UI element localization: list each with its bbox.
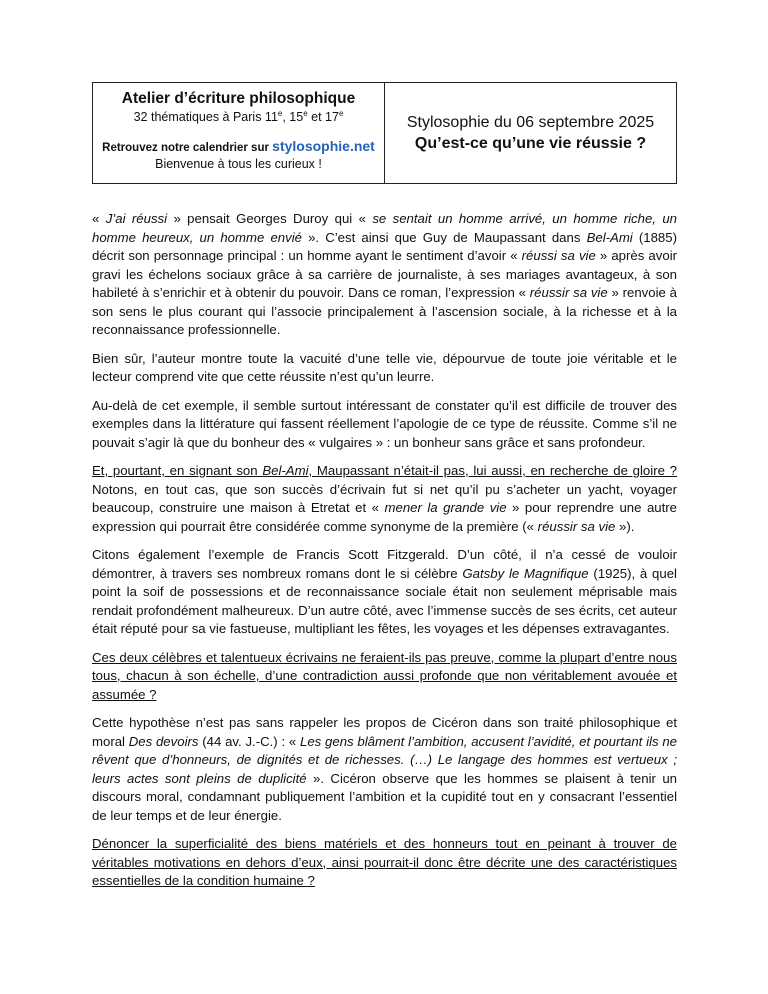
text-run: » renvoie à son sens le plus courant qui l’associe principalement à l’ascension sociale, à la richesse et à la reconnaissance professionnelle. [92,285,677,337]
calendar-line [93,138,384,156]
paragraph [92,546,677,639]
question-paragraph [92,649,677,705]
text-run: » pour reprendre une autre expression qui pourrait être considérée comme synonyme de la première (« [92,500,678,534]
text-run: « [92,211,106,226]
text-run: Les gens blâment l’ambition, accusent l’avidité, et pourtant ils ne rêvent que d’honneurs, de dignités et de richesses. (…) Le langage des hommes est vertueux ; leurs actes sont pleins de duplicité [92,733,677,786]
paragraph [92,210,677,340]
text-run: Citons également l’exemple de Francis Scott Fitzgerald. D’un côté, il n’a cessé de vouloir démontrer, à travers ses nombreux romans dont le si célèbre [92,547,677,581]
text-run: (1885) décrit son personnage principal : un homme ayant le sentiment d’avoir « [92,229,677,263]
paragraph [92,397,677,453]
session-info-cell [385,83,676,183]
text-run: Bel-Ami [586,229,633,245]
text-run: ». C’est ainsi que Guy de Maupassant dans [301,229,587,245]
text-run: » après avoir gravi les échelons sociaux grâce à sa carrière de journaliste, à ses mariages avantageux, à son habileté à s’enrichir et à obtenir du pouvoir. Dans ce roman, l’expression « [92,248,678,300]
text-run: réussir sa vie [529,285,608,300]
ordinal-sup: e [338,108,344,118]
text-run: Au-delà de cet exemple, il semble surtout intéressant de constater qu’il est difficile de trouver des exemples dans la littérature qui fassent réellement l’apologie de ce type de réussite. Comme s’il ne pouvait s’agir là que du bonheur des « vulgaires » : un bonheur sans grâce et sans profondeur. [92,397,677,450]
text-run: mener la grande vie [384,500,507,515]
ordinal-sup: e [277,108,283,118]
text-run: réussir sa vie [537,518,616,534]
text-run: » pensait Georges Duroy qui « [167,211,373,226]
calendar-prefix: Retrouvez notre calendrier sur [102,142,273,154]
locations-mid: et 17 [307,110,339,124]
text-run: »). [615,518,635,534]
text-run: Ces deux célèbres et talentueux écrivains ne feraient-ils pas preuve, comme la plupart d’entre nous tous, chacun à son échelle, d’une contradiction aussi profonde que non véritablement avouée et assumée ? [92,649,677,702]
text-run: (1925), à quel point la soif de possessions et de reconnaissance sociale était non seulement méprisable mais rendait profondément malheureux. D’un autre côté, avec l’immense succès de ses écrits, cet auteur était réputé pour sa vie fastueuse, multipliant les fêtes, les voyages et les dépenses extravagantes. [92,565,677,636]
workshop-info-cell [93,83,385,183]
locations-mid: , 15 [282,110,304,124]
calendar-link[interactable]: stylosophie.net [272,138,375,154]
text-run: J’ai réussi [105,211,168,226]
text-run: se sentait un homme arrivé, un homme riche, un homme heureux, un homme envié [92,211,677,245]
paragraph [92,714,677,825]
welcome-text: Bienvenue à tous les curieux ! [155,157,322,171]
article-body [92,210,677,901]
text-run: Et, pourtant, en signant son [92,463,263,478]
session-date: Stylosophie du 06 septembre 2025 [406,114,655,131]
paragraph [92,462,677,536]
text-run: ». Cicéron observe que les hommes se plaisent à tenir un discours moral, condamnant publiquement l’ambition et la cupidité tout en y consacrant l’essentiel de leur temps et de leur énergie. [92,770,677,823]
locations-prefix: 32 thématiques à Paris 11 [133,110,278,124]
text-run: réussi sa vie [521,248,596,263]
text-run: Notons, en tout cas, que son succès d’écrivain fut si net qu’il pu s’acheter un yacht, voyager beaucoup, construire une maison à Etretat et « [92,481,677,515]
text-run: Cette hypothèse n’est pas sans rappeler les propos de Cicéron dans son traité philosophique et moral [92,715,677,749]
workshop-locations [93,109,384,125]
question-paragraph [92,835,677,891]
header-table [92,82,677,184]
text-run: Dénoncer la superficialité des biens matériels et des honneurs tout en peinant à trouver de véritables motivations en dehors d’eux, ainsi pourrait-il donc être décrite une des caractéristiques essentielles de la condition humaine ? [92,836,677,888]
session-question: Qu’est-ce qu’une vie réussie ? [414,135,647,152]
paragraph [92,350,677,387]
text-run: Bel-Ami [262,463,309,478]
text-run: , Maupassant n’était-il pas, lui aussi, en recherche de gloire ? [308,463,677,478]
workshop-title: Atelier d’écriture philosophique [121,90,356,107]
ordinal-sup: e [303,108,308,118]
text-run: Gatsby le Magnifique [462,565,589,581]
text-run: Des devoirs [128,733,199,749]
text-run: Bien sûr, l’auteur montre toute la vacuité d’une telle vie, dépourvue de toute joie véritable et le lecteur comprend vite que cette réussite n’est qu’un leurre. [92,350,677,384]
text-run: (44 av. J.-C.) : « [198,733,300,749]
